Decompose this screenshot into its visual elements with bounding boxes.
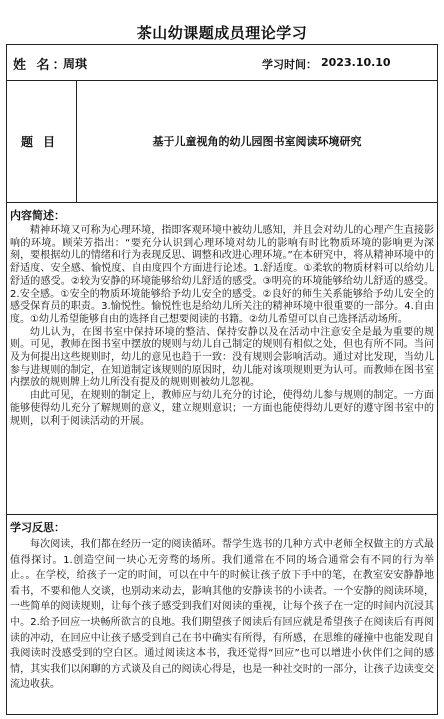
reflection-paragraph: 每次阅读，我们都在经历一定的阅读循环。帮学生选书的几种方式中老师全权做主的方式最值得探讨。1.创造空间一块心无旁骛的场所。我们通常在不同的场合通常会有不同的行为举止。。在学校，给孩子一定的时间，可以在中午的时候让孩子放下手中的笔，在教室安安静静地看书，不要和他人交谈，也别动来动去，影响其他的安静读书的小读者。一个安静的阅读环境，一些简单的阅读规则，让每个孩子感受到我们对阅读的重视，让每个孩子在一定的时间内沉浸其中。2.给予回应一块畅所欲言的良地。我们期望孩子阅读后有回应就是希望孩子在阅读后有再阅读的冲动，在回应中让孩子感受到自己在书中确实有所得，有所感，在思维的碰撞中也能发现自我阅读时没感受到的空白区。通过阅读这本书，我还觉得“回应”也可以增进小伙伴们之间的感情，其实我们以闲聊的方式谈及自己的阅读心得是，也是一种社交时的一部分，让孩子边读变交流边收获。 — [10, 539, 434, 691]
summary-paragraph: 由此可见，在规则的制定上，教师应与幼儿充分的讨论，使得幼儿参与规则的制定。一方面能够使得幼儿充分了解规则的意义，建立规则意识；一方面也能使得幼儿更好的遵守图书室中的规则，以利于阅读活动的开展。 — [10, 390, 434, 427]
study-record-table — [6, 44, 438, 715]
topic-label: 题目 — [21, 135, 66, 149]
info-row — [7, 45, 437, 81]
reflection-section — [7, 515, 437, 715]
name-label: 姓 名： — [13, 58, 69, 73]
study-time-label: 学习时间： — [262, 58, 317, 71]
topic-row — [7, 81, 437, 203]
summary-paragraph: 幼儿认为，在图书室中保持环境的整洁、保持安静以及在活动中注意安全是最为重要的规则。可见，教师在图书室中摆放的规则与幼儿自己制定的规则有相似之处，但也有所不同。当问及为何提出这些规则时，幼儿的意见也趋于一致：没有规则会影响活动。通过对比发现，当幼儿参与进规则的制定，在知道制定该规则的原因时，幼儿能对该项规则更为认可。而教师在图书室内摆放的规则牌上幼儿所没有提及的规则则被幼儿忽视。 — [10, 326, 434, 389]
reflection-heading: 学习反思： — [10, 521, 65, 534]
topic-value: 基于儿童视角的幼儿园图书室阅读环境研究 — [152, 135, 362, 148]
study-time-value: 2023.10.10 — [321, 56, 391, 69]
summary-paragraph: 精神环境又可称为心理环境，指即客观环境中被幼儿感知，并且会对幼儿的心理产生直接影响的环境。顾荣芳指出：“要充分认识到心理环境对幼儿的影响有时比物质环境的影响更为深刻，要根据幼儿的情绪和行为表现反思、调整和改进心理环境。”在本研究中，将从精神环境中的舒适度、安全感、愉悦度、自由度四个方面进行论述。1.舒适度。①柔软的物质材料可以给幼儿舒适的感受。②较为安静的环境能够给幼儿舒适的感受。③明亮的环境能够给幼儿舒适的感受。2.安全感。①安全的物质环境能够给予幼儿安全的感受。②良好的师生关系能够给予幼儿安全的感受保育员的职责。3.愉悦性。愉悦性也是给幼儿所关注的精神环境中很重要的一部分。4.自由度。①幼儿希望能够自由的选择自己想要阅读的书籍。②幼儿希望可以自己选择活动场所。 — [10, 225, 434, 325]
name-value: 周琪 — [63, 57, 88, 71]
topic-column-divider — [76, 81, 77, 202]
summary-heading: 内容简述： — [10, 209, 65, 222]
content-summary-section — [7, 203, 437, 515]
page-title: 茶山幼课题成员理论学习 — [136, 24, 308, 42]
